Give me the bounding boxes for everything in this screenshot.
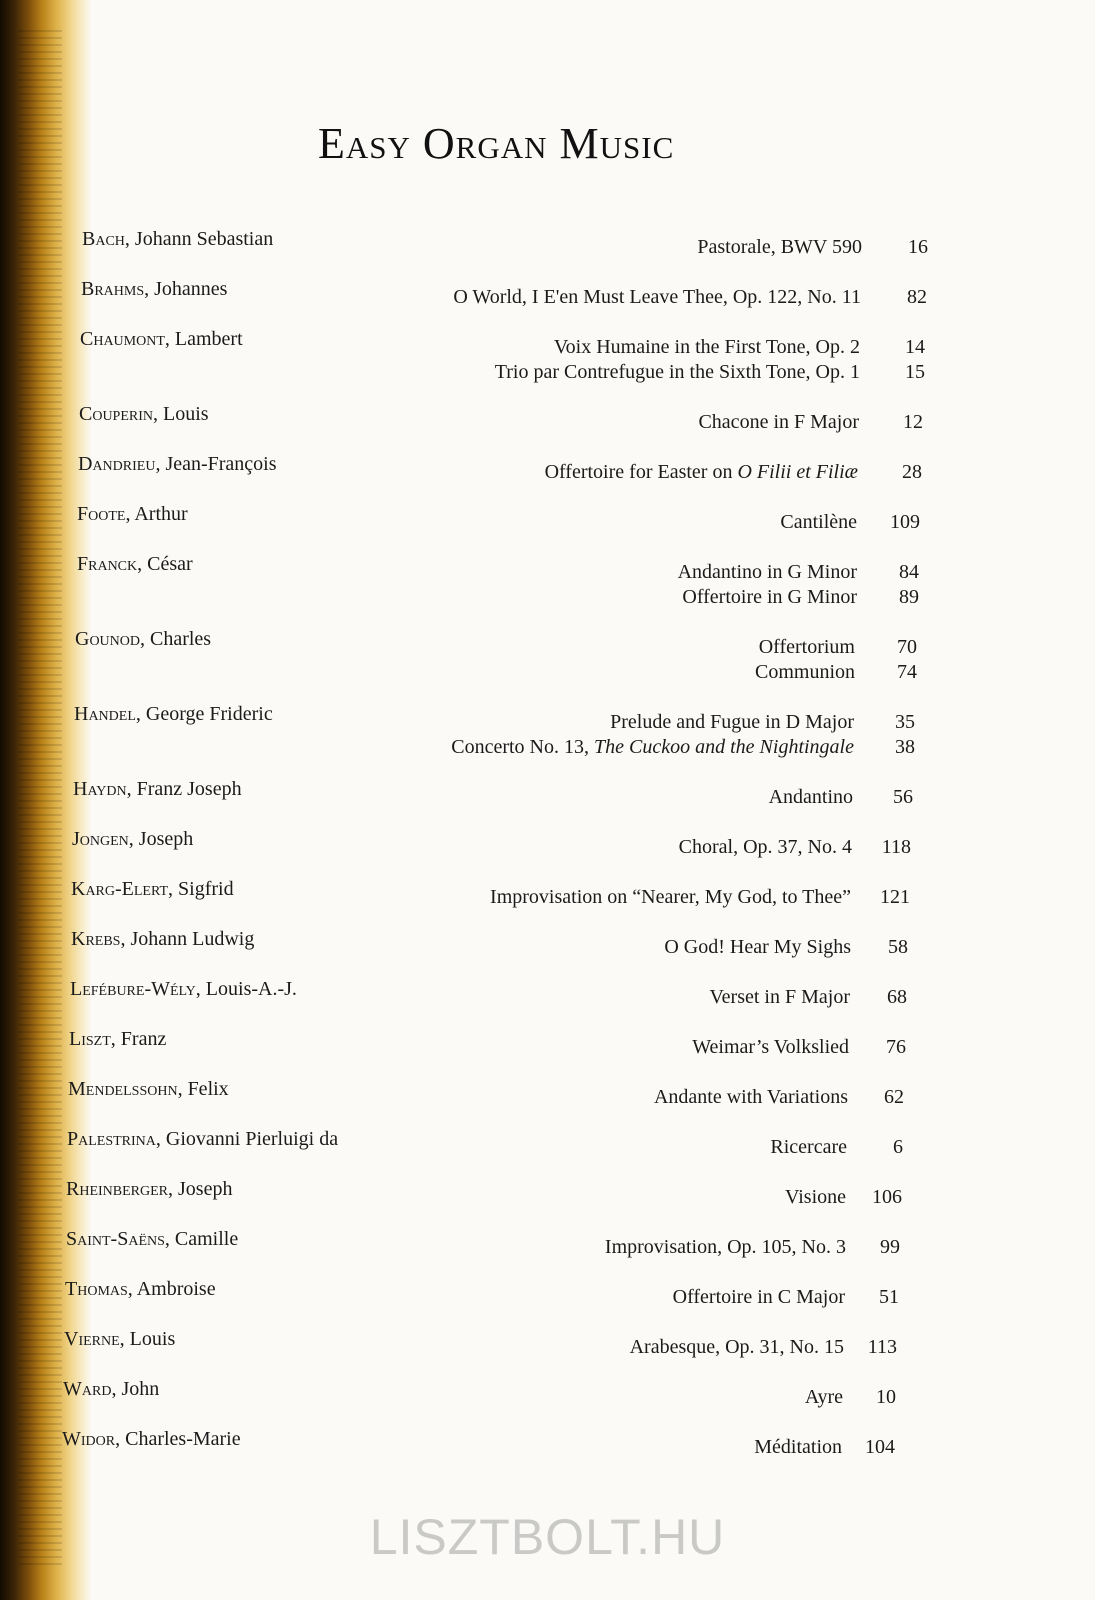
page-number: 10 [876,1386,896,1408]
composer-surname: Rheinberger [66,1178,169,1200]
work-title-text: Visione [784,1186,846,1208]
page-number: 28 [902,461,922,483]
composer-surname: Krebs [71,928,121,950]
name-separator: , [164,328,175,350]
work-title [755,661,855,684]
composer-name [67,1128,338,1151]
name-separator: , [135,703,146,725]
composer-name [74,703,273,726]
name-separator: , [168,878,179,900]
page-number: 84 [899,561,919,583]
name-separator: , [115,1428,126,1450]
composer-surname: Dandrieu [78,453,156,475]
work-title-text: Cantilène [780,511,857,533]
composer-given-name: Felix [187,1078,229,1100]
page-number: 70 [897,636,917,658]
composer-name [66,1228,238,1251]
work-title-text: Improvisation on “Nearer, My God, to Thee” [490,886,851,908]
name-separator: , [125,503,135,525]
composer-name [70,978,297,1001]
composer-surname: Liszt [69,1028,111,1050]
work-title [451,736,854,759]
work-title-text: Offertorium [758,636,855,658]
work-title-text: O World, I E'en Must Leave Thee, Op. 122, No. 11 [453,286,861,308]
name-separator: , [127,1278,137,1300]
page-number: 6 [893,1136,903,1158]
page-number: 89 [899,586,919,608]
work-title [664,936,851,959]
composer-given-name: Giovanni Pierluigi da [165,1128,339,1150]
composer-given-name: George Frideric [145,703,273,725]
name-separator: , [155,1128,166,1150]
work-title [630,1336,844,1359]
composer-surname: Bach [82,228,125,250]
page-number: 16 [908,236,928,258]
name-separator: , [124,228,135,250]
composer-surname: Palestrina [67,1128,156,1150]
composer-name [71,928,254,951]
work-title [785,1186,846,1209]
composer-name [64,1328,175,1351]
composer-given-name: Franz Joseph [136,778,242,800]
page-number: 14 [905,336,925,358]
name-separator: , [110,1028,121,1050]
name-separator: , [155,453,166,475]
name-separator: , [195,978,206,1000]
composer-surname: Saint-Saëns [66,1228,165,1250]
work-title-italic: O Filii et Filiæ [737,461,858,483]
work-title-text: Arabesque, Op. 31, No. 15 [629,1336,844,1358]
page-number: 12 [903,411,923,433]
composer-given-name: Franz [120,1028,167,1050]
work-title [495,361,860,384]
work-title [605,1236,846,1259]
composer-given-name: Louis [163,403,209,425]
composer-surname: Handel [74,703,136,725]
work-title [682,586,857,609]
page-number: 68 [887,986,907,1008]
watermark: LISZTBOLT.HU [369,1509,726,1565]
work-title-text: Méditation [754,1436,842,1458]
composer-given-name: Arthur [134,503,188,525]
composer-name [80,328,243,351]
work-title-text: Ricercare [770,1136,847,1158]
composer-surname: Brahms [81,278,145,300]
page-number: 35 [895,711,915,733]
page-number: 113 [867,1336,897,1358]
name-separator: , [153,403,164,425]
composer-name [79,403,209,426]
work-title-text: Trio par Contrefugue in the Sixth Tone, Op. 1 [494,361,860,383]
work-title-text: Andante with Variations [653,1086,848,1108]
work-title-text: Improvisation, Op. 105, No. 3 [604,1236,846,1258]
page-number: 51 [879,1286,899,1308]
composer-surname: Lefébure-Wély [70,978,196,1000]
page-number: 106 [872,1186,902,1208]
page-number: 99 [880,1236,900,1258]
composer-name [72,828,193,851]
composer-name [62,1428,241,1451]
work-title [697,236,862,259]
page-title: Easy Organ Music [318,119,675,168]
work-title-text: Weimar’s Volkslied [692,1036,849,1058]
composer-surname: Foote [77,503,126,525]
page-number: 118 [881,836,911,858]
composer-name [77,503,188,526]
page-number: 38 [895,736,915,758]
name-separator: , [140,628,150,650]
page-number: 56 [893,786,913,808]
work-title-text: Pastorale, BWV 590 [697,236,862,258]
composer-name [66,1178,232,1201]
composer-given-name: Sigfrid [178,878,234,900]
name-separator: , [120,928,131,950]
composer-surname: Gounod [75,628,140,650]
composer-name [68,1078,229,1101]
work-title-text: Concerto No. 13, [451,736,595,758]
work-title [805,1386,843,1409]
page-number: 104 [865,1436,895,1458]
work-title [692,1036,849,1059]
composer-given-name: Joseph [178,1178,233,1200]
name-separator: , [137,553,148,575]
name-separator: , [164,1228,175,1250]
composer-given-name: Joseph [138,828,194,850]
page-number: 74 [897,661,917,683]
work-title [610,711,854,734]
composer-given-name: Charles [150,628,212,650]
composer-name [77,553,193,576]
composer-surname: Couperin [79,403,154,425]
work-title [698,411,859,434]
composer-given-name: César [147,553,193,575]
work-title [759,636,855,659]
page-number: 109 [890,511,920,533]
work-title [679,836,852,859]
composer-name [78,453,277,476]
work-title [754,1436,842,1459]
composer-surname: Widor [62,1428,116,1450]
work-title-text: Andantino in G Minor [677,561,857,583]
composer-given-name: Charles-Marie [125,1428,241,1450]
work-title-text: Offertoire for Easter on [544,461,738,483]
work-title-text: Communion [754,661,855,683]
name-separator: , [111,1378,122,1400]
composer-given-name: Louis-A.-J. [205,978,297,1000]
work-title [654,1086,848,1109]
composer-name [82,228,273,251]
composer-given-name: Ambroise [136,1278,216,1300]
work-title [554,336,860,359]
name-separator: , [144,278,155,300]
composer-name [81,278,227,301]
composer-name [71,878,234,901]
name-separator: , [126,778,137,800]
work-title [769,786,853,809]
composer-name [69,1028,166,1051]
composer-name [75,628,211,651]
work-title-text: Verset in F Major [709,986,850,1008]
name-separator: , [119,1328,130,1350]
work-title-text: Andantino [768,786,853,808]
work-title-text: Choral, Op. 37, No. 4 [678,836,852,858]
composer-name [65,1278,216,1301]
composer-surname: Vierne [64,1328,120,1350]
work-title-text: Chacone in F Major [698,411,859,433]
work-title-text: Prelude and Fugue in D Major [610,711,854,733]
work-title [709,986,850,1009]
composer-given-name: John [121,1378,160,1400]
page-number: 121 [880,886,910,908]
work-title [770,1136,847,1159]
work-title-text: Ayre [804,1386,843,1408]
page-number: 76 [886,1036,906,1058]
composer-given-name: Johann Sebastian [134,228,274,250]
work-title-text: Voix Humaine in the First Tone, Op. 2 [553,336,860,358]
work-title [673,1286,845,1309]
composer-name [73,778,242,801]
composer-given-name: Camille [174,1228,239,1250]
work-title [780,511,857,534]
composer-given-name: Johannes [154,278,228,300]
composer-surname: Chaumont [80,328,165,350]
work-title-text: Offertoire in C Major [672,1286,845,1308]
work-title-text: O God! Hear My Sighs [664,936,851,958]
page-number: 15 [905,361,925,383]
work-title-italic: The Cuckoo and the Nightingale [594,736,854,758]
name-separator: , [128,828,139,850]
work-title [678,561,857,584]
page-number: 82 [907,286,927,308]
composer-given-name: Johann Ludwig [130,928,255,950]
name-separator: , [177,1078,188,1100]
work-title [545,461,858,484]
page-number: 62 [884,1086,904,1108]
work-title [453,286,861,309]
work-title-text: Offertoire in G Minor [682,586,857,608]
composer-surname: Franck [77,553,138,575]
composer-surname: Ward [63,1378,112,1400]
composer-given-name: Jean-François [165,453,277,475]
composer-name [63,1378,159,1401]
composer-given-name: Lambert [174,328,243,350]
work-title [490,886,851,909]
composer-surname: Mendelssohn [68,1078,178,1100]
composer-surname: Thomas [65,1278,128,1300]
composer-surname: Jongen [72,828,129,850]
composer-surname: Haydn [73,778,127,800]
composer-surname: Karg-Elert [71,878,169,900]
name-separator: , [168,1178,179,1200]
bleed-through-text [18,30,62,1570]
composer-given-name: Louis [129,1328,176,1350]
page-number: 58 [888,936,908,958]
